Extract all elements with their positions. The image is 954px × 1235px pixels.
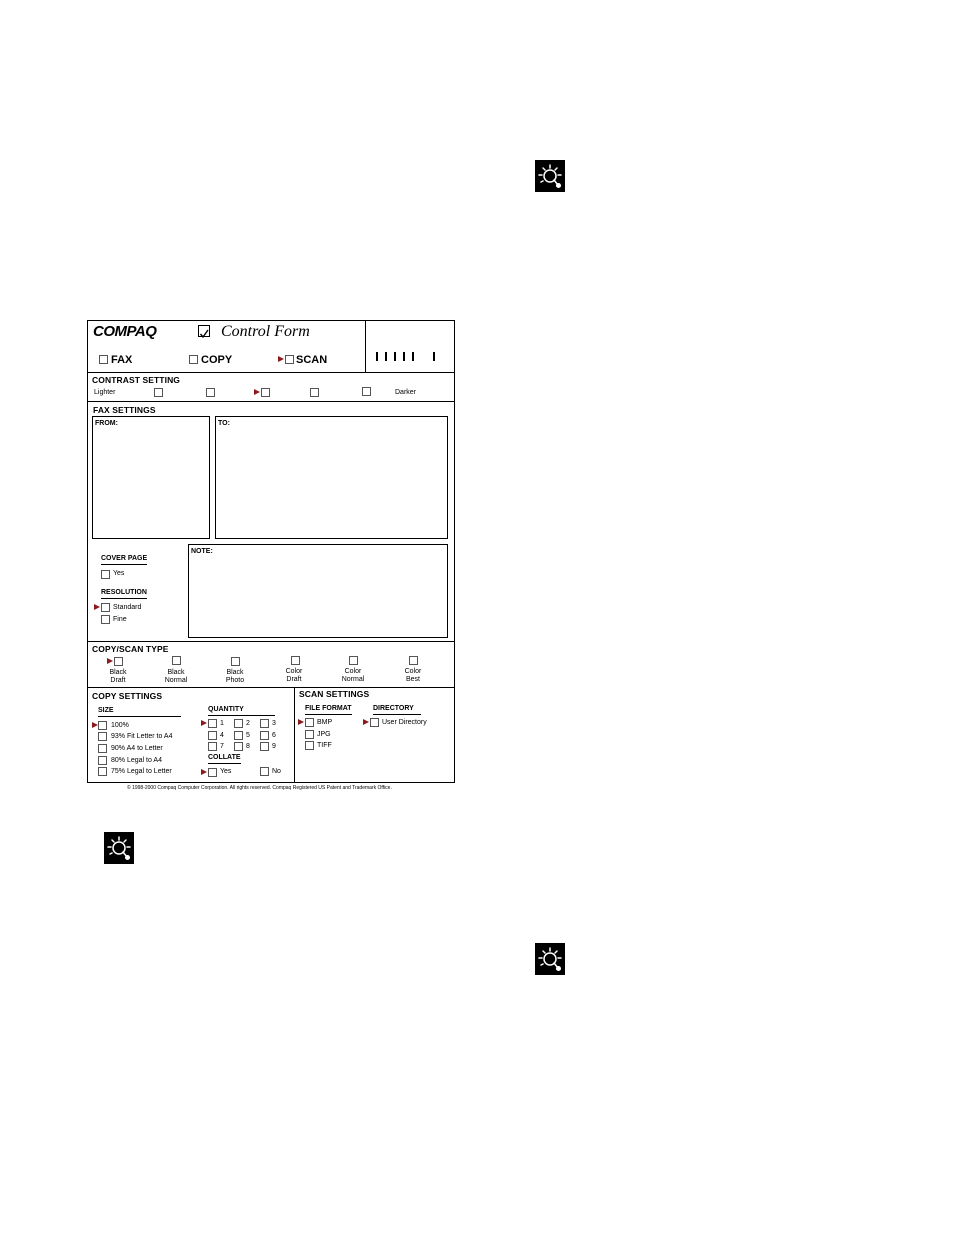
quantity-checkbox[interactable] [260, 742, 269, 751]
format-checkbox[interactable] [305, 730, 314, 739]
fax-heading: FAX SETTINGS [93, 405, 156, 415]
quantity-label: 2 [246, 720, 250, 727]
selected-arrow-icon [363, 719, 369, 725]
form-title: Control Form [221, 323, 310, 340]
quantity-checkbox[interactable] [208, 731, 217, 740]
selected-arrow-icon [107, 658, 113, 664]
quantity-label: 4 [220, 732, 224, 739]
fax-from-label: FROM: [95, 420, 118, 427]
collate-no-checkbox[interactable] [260, 767, 269, 776]
type-option-label: Color Best [404, 668, 422, 683]
quantity-checkbox[interactable] [234, 742, 243, 751]
mode-fax-checkbox[interactable] [99, 355, 108, 364]
divider [88, 687, 454, 688]
quantity-checkbox[interactable] [260, 731, 269, 740]
contrast-level-checkbox[interactable] [261, 388, 270, 397]
collate-yes-label: Yes [220, 768, 232, 775]
quantity-checkbox[interactable] [260, 719, 269, 728]
directory-label: User Directory [382, 719, 427, 726]
resolution-standard-checkbox[interactable] [101, 603, 110, 612]
type-option-label: Color Normal [341, 668, 365, 683]
quantity-checkbox[interactable] [234, 719, 243, 728]
barcode [376, 352, 436, 361]
cover-page-heading: COVER PAGE [101, 555, 147, 565]
mode-scan-checkbox[interactable] [285, 355, 294, 364]
contrast-level-checkbox[interactable] [206, 388, 215, 397]
contrast-level-checkbox[interactable] [362, 387, 371, 396]
size-option-label: 75% Legal to Letter [111, 768, 172, 775]
resolution-heading: RESOLUTION [101, 589, 147, 599]
copyright-footer: © 1998-2000 Compaq Computer Corporation. All rights reserved. Compaq Registered US Patent and Trademark Office. [127, 785, 392, 791]
divider [88, 401, 454, 402]
lightbulb-tip-icon [535, 160, 565, 192]
header-divider [365, 321, 366, 372]
resolution-standard-label: Standard [113, 604, 142, 611]
collate-no-label: No [272, 768, 281, 775]
directory-heading: DIRECTORY [373, 705, 421, 715]
mode-copy-checkbox[interactable] [189, 355, 198, 364]
control-form [87, 320, 455, 783]
cover-page-yes-label: Yes [113, 570, 125, 577]
size-option-label: 100% [111, 722, 129, 729]
cover-page-yes-checkbox[interactable] [101, 570, 110, 579]
quantity-label: 3 [272, 720, 276, 727]
divider [88, 641, 454, 642]
quantity-label: 7 [220, 743, 224, 750]
format-label: BMP [317, 719, 333, 726]
quantity-label: 9 [272, 743, 276, 750]
quantity-checkbox[interactable] [208, 742, 217, 751]
contrast-heading: CONTRAST SETTING [92, 375, 181, 385]
size-option-checkbox[interactable] [98, 721, 107, 730]
lightbulb-tip-icon [535, 943, 565, 975]
size-heading: SIZE [98, 707, 181, 717]
type-option-label: Black Draft [109, 669, 127, 684]
brand-logo: COMPAQ [93, 323, 157, 340]
scan-heading: SCAN SETTINGS [299, 689, 370, 699]
format-checkbox[interactable] [305, 741, 314, 750]
selected-arrow-icon [254, 389, 260, 395]
size-option-checkbox[interactable] [98, 756, 107, 765]
fax-note-label: NOTE: [191, 548, 213, 555]
mode-copy-label: COPY [201, 354, 233, 366]
type-option-checkbox[interactable] [231, 657, 240, 666]
quantity-checkbox[interactable] [234, 731, 243, 740]
quantity-heading: QUANTITY [208, 706, 275, 716]
size-option-label: 93% Fit Letter to A4 [111, 733, 173, 740]
size-option-label: 90% A4 to Letter [111, 745, 163, 752]
format-label: JPG [317, 731, 331, 738]
type-option-label: Black Photo [225, 669, 245, 684]
file-format-heading: FILE FORMAT [305, 705, 352, 715]
selected-arrow-icon [201, 720, 207, 726]
mode-fax-label: FAX [111, 354, 133, 366]
collate-yes-checkbox[interactable] [208, 768, 217, 777]
type-option-checkbox[interactable] [172, 656, 181, 665]
lightbulb-tip-icon [104, 832, 134, 864]
resolution-fine-label: Fine [113, 616, 127, 623]
type-option-label: Black Normal [164, 669, 188, 684]
size-option-checkbox[interactable] [98, 732, 107, 741]
collate-heading: COLLATE [208, 754, 241, 764]
fax-to-box[interactable] [215, 416, 448, 539]
quantity-label: 1 [220, 720, 224, 727]
mode-scan-label: SCAN [296, 354, 328, 366]
fax-to-label: TO: [218, 420, 230, 427]
contrast-lighter-label: Lighter [94, 389, 116, 396]
type-option-label: Color Draft [285, 668, 303, 683]
type-option-checkbox[interactable] [349, 656, 358, 665]
type-option-checkbox[interactable] [114, 657, 123, 666]
fax-from-box[interactable] [92, 416, 210, 539]
quantity-checkbox[interactable] [208, 719, 217, 728]
directory-checkbox[interactable] [370, 718, 379, 727]
fax-note-box[interactable] [188, 544, 448, 638]
format-checkbox[interactable] [305, 718, 314, 727]
selected-arrow-icon [298, 719, 304, 725]
type-heading: COPY/SCAN TYPE [92, 644, 169, 654]
resolution-fine-checkbox[interactable] [101, 615, 110, 624]
quantity-label: 6 [272, 732, 276, 739]
selected-arrow-icon [94, 604, 100, 610]
title-check-icon [198, 325, 210, 337]
type-option-checkbox[interactable] [409, 656, 418, 665]
size-option-label: 80% Legal to A4 [111, 757, 162, 764]
size-option-checkbox[interactable] [98, 767, 107, 776]
copy-heading: COPY SETTINGS [92, 691, 163, 701]
divider [88, 372, 454, 373]
selected-arrow-icon [278, 356, 284, 362]
divider [294, 687, 295, 783]
quantity-label: 5 [246, 732, 250, 739]
type-option-checkbox[interactable] [291, 656, 300, 665]
contrast-darker-label: Darker [395, 389, 417, 396]
contrast-level-checkbox[interactable] [154, 388, 163, 397]
quantity-label: 8 [246, 743, 250, 750]
size-option-checkbox[interactable] [98, 744, 107, 753]
contrast-level-checkbox[interactable] [310, 388, 319, 397]
selected-arrow-icon [201, 769, 207, 775]
format-label: TIFF [317, 742, 332, 749]
